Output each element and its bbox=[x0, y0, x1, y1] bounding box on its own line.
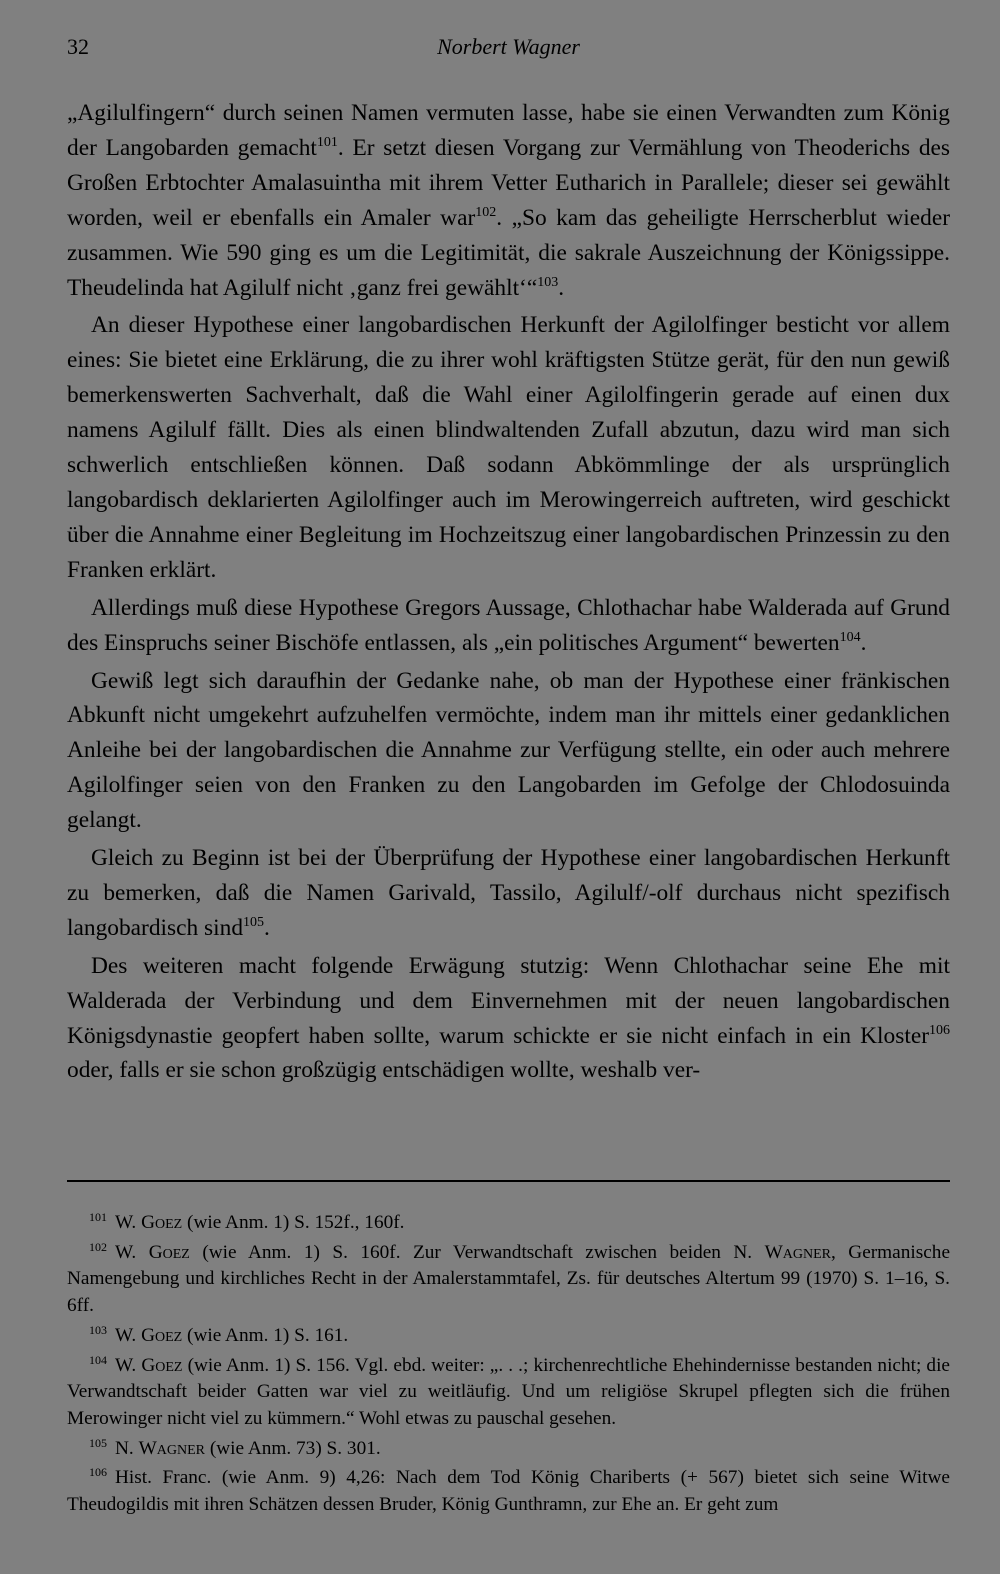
footnote-ref-105[interactable]: 105 bbox=[243, 914, 265, 930]
paragraph-3 bbox=[67, 591, 950, 661]
footnote-text: W. bbox=[115, 1241, 149, 1263]
footnote-ref-102[interactable]: 102 bbox=[475, 204, 497, 220]
author-name: Goez bbox=[141, 1324, 183, 1346]
footnote-text: (wie Anm. 1) S. 161. bbox=[182, 1324, 349, 1346]
footnote-number: 102 bbox=[89, 1239, 107, 1254]
paragraph-text: . Er setzt diesen Vorgang zur Vermählung von Theoderichs des Großen Erbtochter Amalasuintha mit ihrem Vetter Eutharich in Parallele; dieser sei gewählt worden, weil er ebenfalls ein Amaler war bbox=[67, 134, 951, 231]
book-page bbox=[67, 0, 950, 1574]
paragraph-4 bbox=[67, 664, 950, 839]
footnote-104 bbox=[67, 1353, 950, 1433]
footnote-divider bbox=[67, 1180, 950, 1182]
paragraph-text: Allerdings muß diese Hypothese Gregors Aussage, Chlothachar habe Walderada auf Grund des Einspruchs seiner Bischöfe entlassen, als „ein politisches Argument“ bewerten bbox=[67, 594, 950, 656]
paragraph-text: . bbox=[264, 914, 270, 941]
footnote-number: 105 bbox=[89, 1435, 107, 1450]
footnote-103 bbox=[67, 1323, 950, 1350]
footnote-number: 106 bbox=[89, 1465, 107, 1480]
footnote-text: N. bbox=[115, 1437, 139, 1459]
footnote-text: (wie Anm. 73) S. 301. bbox=[205, 1437, 381, 1459]
author-name: Goez bbox=[141, 1354, 183, 1376]
footnote-text: (wie Anm. 1) S. 160f. Zur Verwandtschaft zwischen beiden N. bbox=[189, 1241, 765, 1263]
paragraph-text: oder, falls er sie schon großzügig entschädigen wollte, weshalb ver- bbox=[67, 1057, 701, 1084]
page-header bbox=[67, 30, 950, 66]
footnote-number: 103 bbox=[89, 1322, 107, 1337]
paragraph-text: „Agilulfingern“ durch seinen Namen vermuten lasse, habe sie einen Verwandten zum König der Langobarden gemacht bbox=[67, 100, 950, 161]
author-name: Goez bbox=[141, 1212, 183, 1233]
footnote-text: W. bbox=[115, 1212, 142, 1233]
running-head: Norbert Wagner bbox=[437, 34, 580, 59]
footnote-ref-103[interactable]: 103 bbox=[537, 274, 559, 290]
paragraph-text: An dieser Hypothese einer langobardischen Herkunft der Agilolfinger besticht vor allem eines: Sie bietet eine Erklärung, die zu ihrer wohl kräftigsten Stütze gerät, für den nun gewiß bemerkenswerten Sachverhalt, daß die Wahl einer Agilolfingerin gerade auf einen dux namens Agilulf fällt. Dies als einen blindwaltenden Zufall abzutun, dazu wird man sich schwerlich entschließen können. Daß sodann Abkömmlinge der als ursprünglich langobardisch deklarierten Agilolfinger auch im Merowingerreich auftreten, wird geschickt über die Annahme einer Begleitung im Hochzeitszug einer langobardischen Prinzessin zu den Franken erklärt. bbox=[67, 312, 950, 583]
author-name: Goez bbox=[148, 1241, 190, 1263]
page-number: 32 bbox=[67, 34, 89, 59]
footnote-text: W. bbox=[115, 1324, 142, 1346]
footnote-101 bbox=[67, 1210, 950, 1237]
paragraph-text: Gewiß legt sich daraufhin der Gedanke nahe, ob man der Hypothese einer fränkischen Abkunft nicht umgekehrt aufzuhelfen vermöchte, indem man ihr mittels einer gedanklichen Anleihe bei der langobardischen die Annahme zur Verfügung stellte, ein oder auch mehrere Agilolfinger seien von den Franken zu den Langobarden im Gefolge der Chlodosuinda gelangt. bbox=[67, 667, 950, 834]
footnote-106 bbox=[67, 1465, 950, 1518]
body-text bbox=[67, 96, 950, 1088]
footnote-102 bbox=[67, 1240, 950, 1320]
paragraph-6 bbox=[67, 949, 950, 1089]
paragraph-text: . „So kam das geheiligte Herrscherblut wieder zusammen. Wie 590 ging es um die Legitimität, die sakrale Auszeichnung der Königssippe. Theudelinda hat Agilulf nicht ‚ganz frei gewählt‘“ bbox=[67, 204, 950, 301]
footnote-number: 104 bbox=[89, 1352, 107, 1367]
footnote-ref-106[interactable]: 106 bbox=[929, 1022, 950, 1038]
paragraph-2 bbox=[67, 308, 950, 587]
footnotes bbox=[67, 1210, 950, 1522]
footnote-text: Hist. Franc. (wie Anm. 9) 4,26: Nach dem Tod König Chariberts (+ 567) bietet sich seine Witwe Theudogildis mit ihren Schätzen dessen Bruder, König Gunthramn, zur Ehe an. Er geht zum bbox=[67, 1467, 950, 1516]
paragraph-text: . bbox=[558, 274, 565, 301]
footnote-105 bbox=[67, 1436, 950, 1463]
paragraph-text: . bbox=[860, 629, 867, 656]
author-name: Wagner bbox=[764, 1241, 831, 1263]
footnote-text: W. bbox=[115, 1354, 142, 1376]
paragraph-1 bbox=[67, 96, 950, 305]
footnote-text: (wie Anm. 1) S. 156. Vgl. ebd. weiter: „. . .; kirchenrechtliche Ehehindernisse bestanden nicht; die Verwandtschaft beider Gatten war viel zu weitläufig. Und um religiöse Skrupel pflegten sich die frühen Merowinger nicht viel zu kümmern.“ Wohl etwas zu pauschal gesehen. bbox=[67, 1354, 950, 1429]
paragraph-text: Des weiteren macht folgende Erwägung stutzig: Wenn Chlothachar seine Ehe mit Walderada der Verbindung und dem Einvernehmen mit der neuen langobardischen Königsdynastie geopfert haben sollte, warum schickte er sie nicht einfach in ein Kloster bbox=[67, 952, 950, 1049]
footnote-text: , Germanische Namengebung und kirchliches Recht in der Amalerstammtafel, Zs. für deutsches Altertum 99 (1970) S. 1–16, S. 6ff. bbox=[67, 1241, 950, 1317]
footnote-ref-104[interactable]: 104 bbox=[839, 629, 861, 645]
footnote-ref-101[interactable]: 101 bbox=[316, 134, 338, 150]
footnote-number: 101 bbox=[89, 1210, 107, 1224]
author-name: Wagner bbox=[138, 1437, 205, 1459]
paragraph-text: Gleich zu Beginn ist bei der Überprüfung der Hypothese einer langobardischen Herkunft zu bemerken, daß die Namen Garivald, Tassilo, Agilulf/-olf durchaus nicht spezifisch langobardisch sind bbox=[67, 845, 950, 941]
paragraph-5 bbox=[67, 841, 950, 946]
footnote-text: (wie Anm. 1) S. 152f., 160f. bbox=[182, 1212, 405, 1233]
